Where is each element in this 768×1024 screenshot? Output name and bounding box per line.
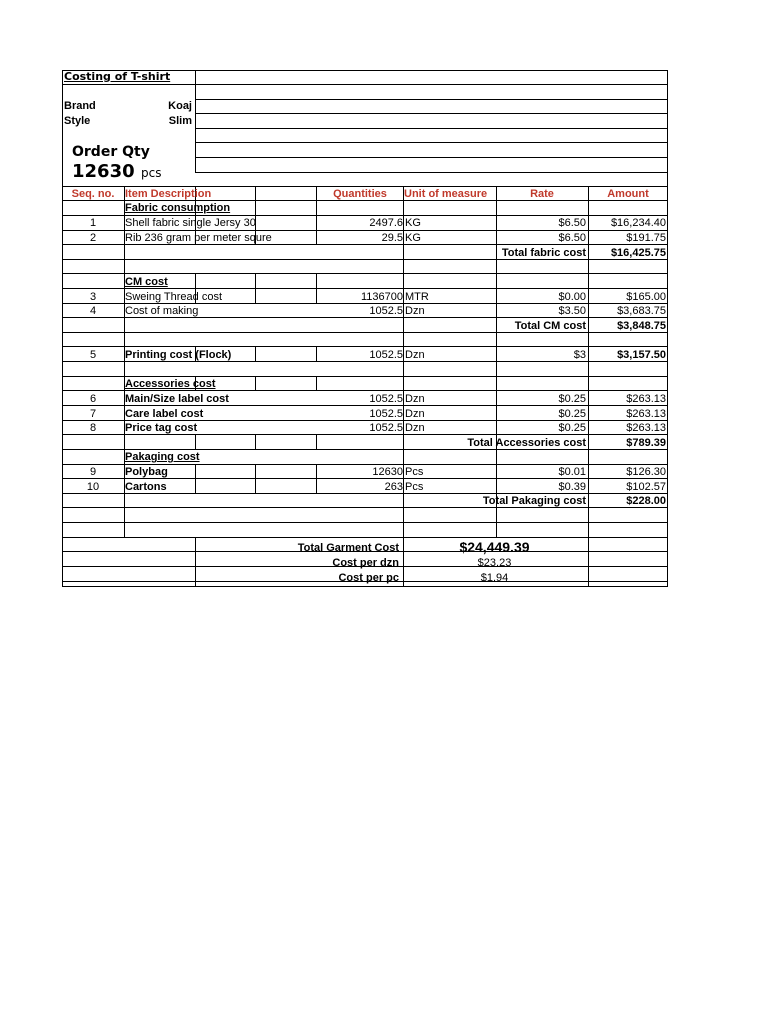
total-fabric-label: Total fabric cost bbox=[501, 247, 586, 259]
brand-value: Koaj bbox=[168, 100, 192, 112]
total-fabric-value: $16,425.75 bbox=[610, 247, 666, 259]
costing-sheet: Costing of T-shirt Brand Koaj Style Slim Order Qty 12630 pcs Seq. no. Item Description Quantities Unit of measure Rate Amount Fabric consumption 1 Shell fabric single Jersy 30 2497.6 KG $6.50 $16,234.40 2 Rib 236 gram per meter squre 29.5 KG $6.50 $191.75 Total fabric cost $16,425.75 CM cost 3 Sweing Thread cost 1136700 MTR $0.00 $165.00 4 Cost of making 1052.5 Dzn $3.50 $3,683.75 Total CM cost $3,848.75 5 Printing cost (Flock) 1052.5 Dzn $3 $3,157.50 Accessories cost 6 Main/Size label cost 1052.5 Dzn $0.25 $263.13 7 Care label cost 1052.5 Dzn $0.25 $263.13 8 Price tag cost 1052.5 Dzn $0.25 $263.13 Total Accessories cost $789.39 Pakaging cost 9 Polybag 12630 Pcs $0.01 $126.30 10 Cartons 263 Pcs $0.39 $102.57 Total Pakaging cost $228.00 Total Garment Cost $24,449.39 Cost per dzn $23.23 Cost per pc $1.94 bbox=[62, 70, 668, 587]
order-qty-value: 12630 bbox=[72, 161, 135, 182]
col-header-rate: Rate bbox=[530, 188, 554, 200]
cost-per-pc-label: Cost per pc bbox=[338, 572, 399, 584]
col-header-seq: Seq. no. bbox=[71, 188, 115, 200]
total-packaging-value: $228.00 bbox=[626, 495, 666, 507]
brand-label: Brand bbox=[64, 100, 96, 112]
total-garment-label: Total Garment Cost bbox=[297, 542, 399, 554]
order-qty-label: Order Qty bbox=[72, 144, 150, 160]
style-value: Slim bbox=[168, 115, 192, 127]
style-label: Style bbox=[64, 115, 91, 127]
cost-per-pc-value: $1.94 bbox=[480, 572, 509, 584]
order-qty-unit: pcs bbox=[141, 166, 162, 180]
col-header-qty: Quantities bbox=[333, 188, 387, 200]
col-header-item: Item Description bbox=[125, 188, 212, 200]
total-accessories-value: $789.39 bbox=[626, 437, 666, 449]
section-cm: CM cost bbox=[125, 276, 168, 288]
sheet-title: Costing of T-shirt bbox=[64, 70, 171, 83]
total-packaging-label: Total Pakaging cost bbox=[482, 495, 586, 507]
total-garment-value: $24,449.39 bbox=[459, 539, 530, 555]
col-header-uom: Unit of measure bbox=[404, 188, 488, 200]
total-accessories-label: Total Accessories cost bbox=[467, 437, 586, 449]
section-packaging: Pakaging cost bbox=[125, 451, 200, 463]
cost-per-dzn-value: $23.23 bbox=[477, 557, 512, 569]
col-header-amount: Amount bbox=[607, 188, 649, 200]
section-accessories: Accessories cost bbox=[125, 378, 216, 390]
cost-per-dzn-label: Cost per dzn bbox=[332, 557, 399, 569]
section-fabric: Fabric consumption bbox=[125, 202, 231, 214]
total-cm-label: Total CM cost bbox=[514, 320, 586, 332]
total-cm-value: $3,848.75 bbox=[617, 320, 666, 332]
